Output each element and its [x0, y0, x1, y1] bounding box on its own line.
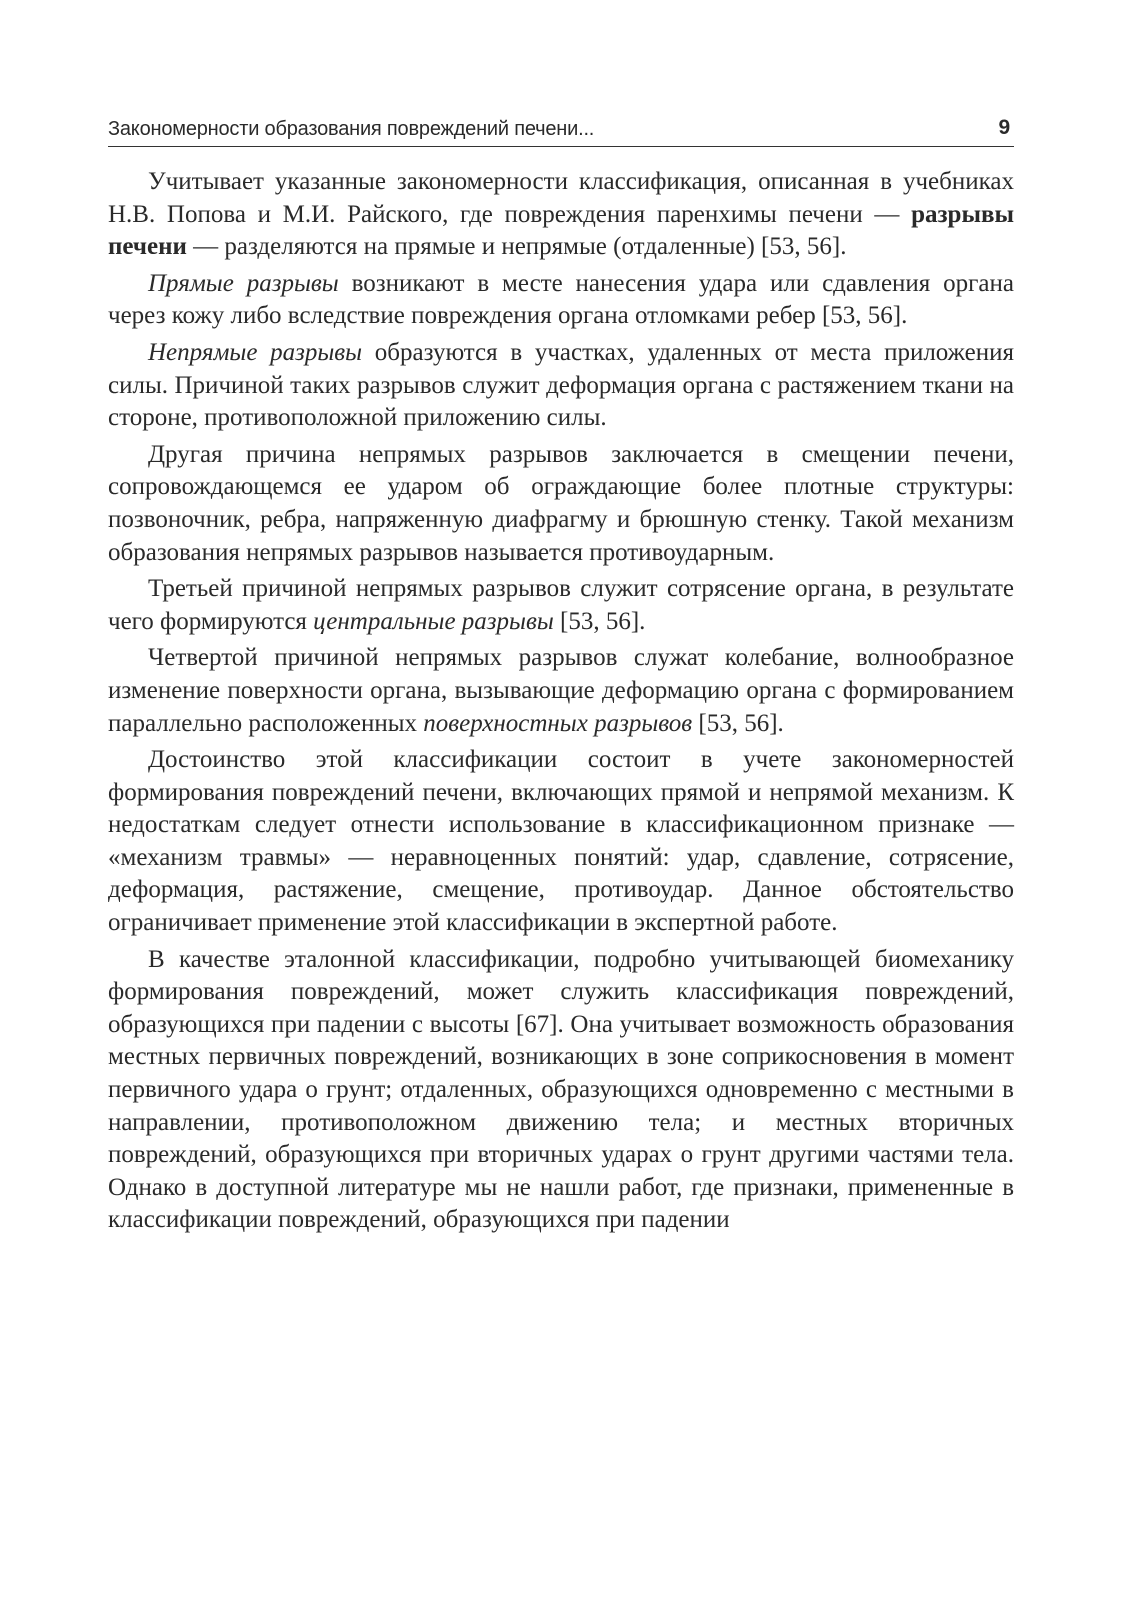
- running-header: [108, 116, 1014, 147]
- paragraph-2: [108, 268, 1014, 333]
- paragraph-5-italic-term: центральные разрывы: [313, 607, 554, 635]
- paragraph-7: [108, 744, 1014, 940]
- paragraph-1-bold-term: разрывы печени: [108, 200, 1014, 261]
- paragraph-6: [108, 642, 1014, 740]
- paragraph-1: [108, 166, 1014, 264]
- paragraph-5-text-a: Третьей причиной непрямых разрывов служит сотрясение органа, в результате чего формируются: [108, 575, 1014, 635]
- paragraph-4-text-a: Другая причина непрямых разрывов заключается в смещении печени, сопровождающемся ее ударом об ограждающие более плотные структуры: позвоночник, ребра, напряженную диафрагму и брюшную стенку. Такой механизм образования непрямых разрывов называется противоударным.: [108, 440, 1014, 566]
- paragraph-5-text-b: [53, 56].: [553, 607, 646, 635]
- page-number: 9: [998, 116, 1010, 139]
- paragraph-8-text-a: В качестве эталонной классификации, подробно учитывающей биомеханику формирования повреждений, может служить классификация повреждений, образующихся при падении с высоты [67]. Она учитывает возможность образования местных первичных повреждений, возникающих в зоне соприкосновения в момент первичного удара о грунт; отдаленных, образующихся одновременно с местными в направлении, противоположном движению тела; и местных вторичных повреждений, образующихся при вторичных ударах о грунт другими частями тела. Однако в доступной литературе мы не нашли работ, где признаки, примененные в классификации повреждений, образующихся при падении: [108, 945, 1014, 1234]
- paragraph-6-text-a: Четвертой причиной непрямых разрывов служат колебание, волнообразное изменение поверхности органа, вызывающие деформацию органа с формированием параллельно расположенных: [108, 644, 1014, 737]
- paragraph-3-text-a: образуются в участках, удаленных от места приложения силы. Причиной таких разрывов служит деформация органа с растяжением ткани на стороне, противоположной приложению силы.: [108, 338, 1014, 432]
- paragraph-1-text-b: — разделяются на прямые и непрямые (отдаленные) [53, 56].: [186, 233, 847, 261]
- paragraph-4: [108, 439, 1014, 569]
- paragraph-1-text-a: Учитывает указанные закономерности классификация, описанная в учебниках Н.В. Попова и М.И. Райского, где повреждения паренхимы печени —: [108, 168, 1014, 228]
- body-text: [108, 166, 1014, 1241]
- paragraph-6-text-b: [53, 56].: [692, 709, 784, 737]
- paragraph-3: [108, 337, 1014, 435]
- paragraph-2-text-a: возникают в месте нанесения удара или сдавления органа через кожу либо вследствие повреждения органа отломками ребер [53, 56].: [108, 269, 1015, 330]
- paragraph-3-italic-term: Непрямые разрывы: [148, 338, 363, 366]
- running-header-title: Закономерности образования повреждений печени...: [108, 118, 595, 140]
- paragraph-2-italic-term: Прямые разрывы: [148, 269, 339, 297]
- paragraph-6-italic-term: поверхностных разрывов: [423, 709, 693, 737]
- paragraph-5: [108, 573, 1014, 638]
- paragraph-7-text-a: Достоинство этой классификации состоит в учете закономерностей формирования повреждений печени, включающих прямой и непрямой механизм. К недостаткам следует отнести использование в классификационном признаке — «механизм травмы» — неравноценных понятий: удар, сдавление, сотрясение, деформация, растяжение, смещение, противоудар. Данное обстоятельство ограничивает применение этой классификации в экспертной работе.: [108, 746, 1014, 937]
- paragraph-8: [108, 944, 1014, 1237]
